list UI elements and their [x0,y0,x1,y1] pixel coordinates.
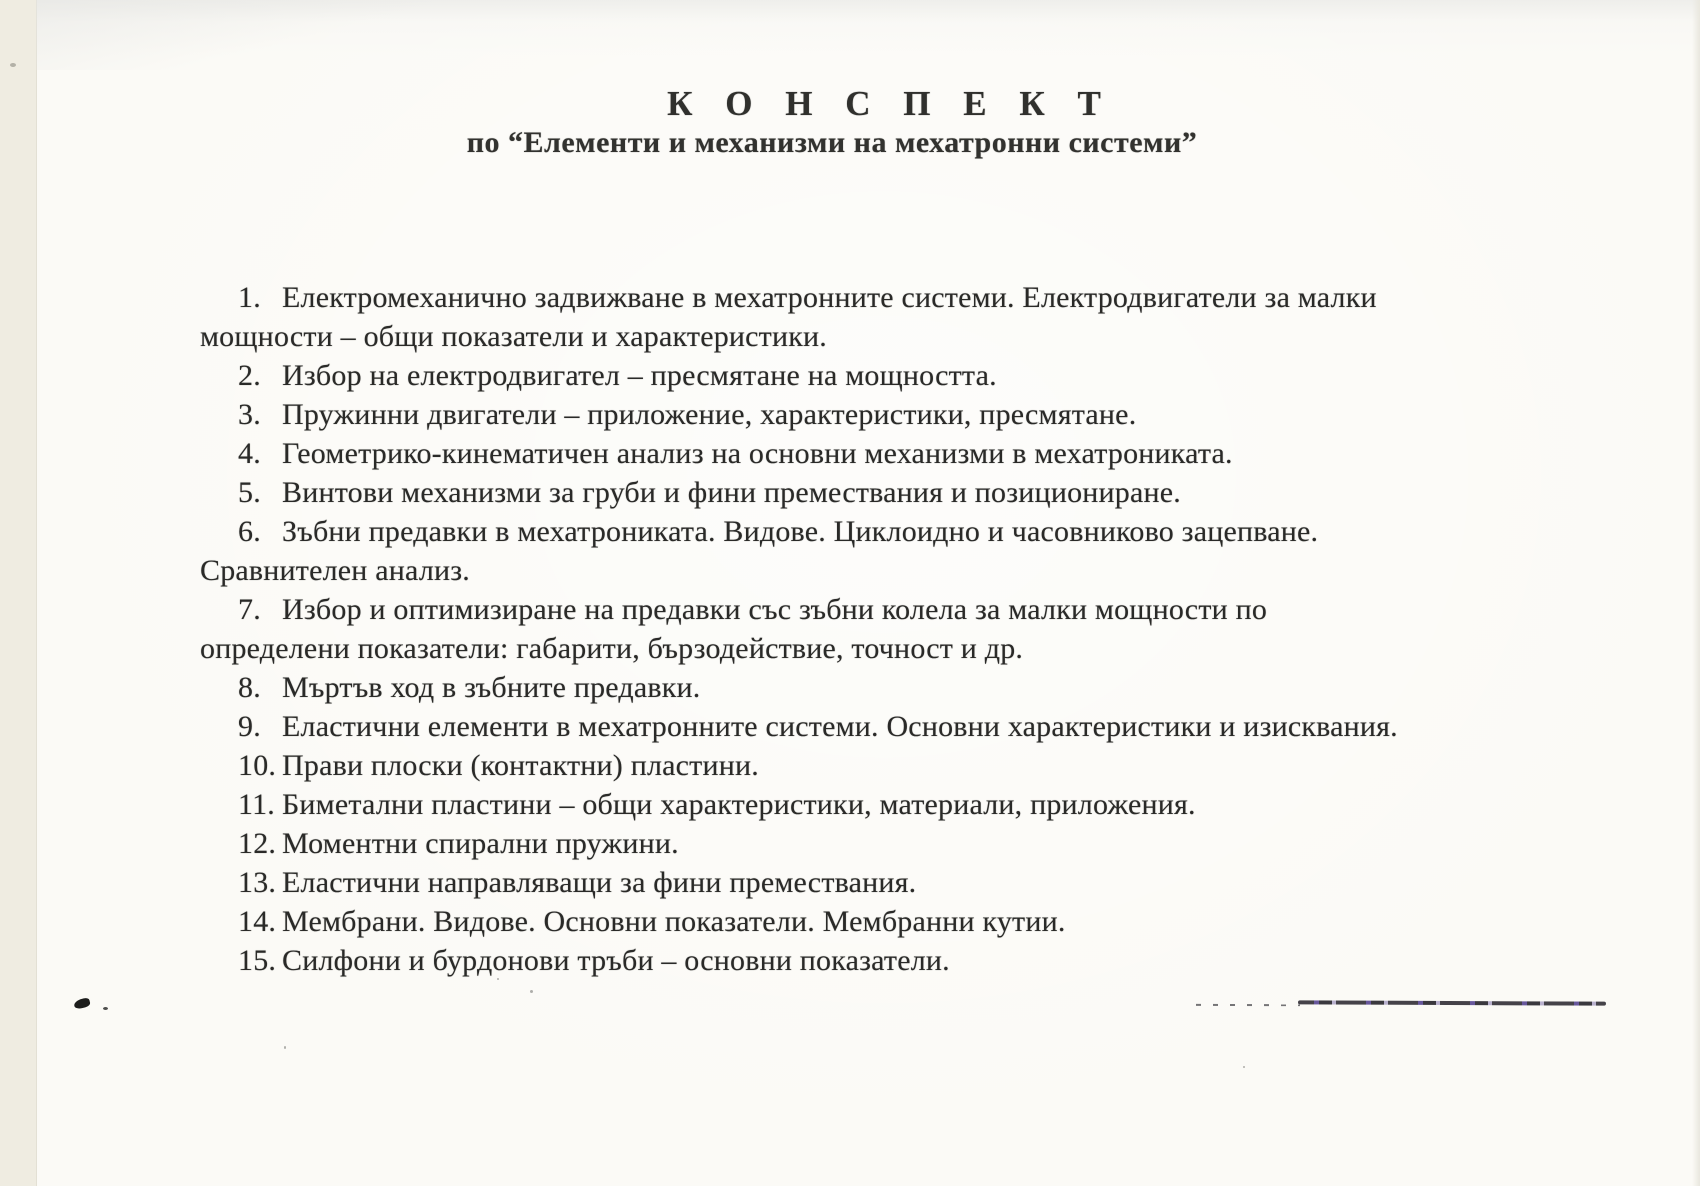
list-item-4 [200,434,1590,473]
list-item-5 [200,473,1590,512]
list-item-15 [200,941,1590,980]
item-number: 13. [238,866,277,899]
item-number: 5. [238,476,261,509]
list-item-2 [200,356,1590,395]
item-text: Моментни спирални пружини. [282,827,679,860]
item-number: 1. [238,281,261,314]
item-text-continuation: определени показатели: габарити, бързодействие, точност и др. [200,632,1024,665]
scan-top-shadow [36,0,456,70]
item-number: 12. [238,827,277,860]
item-number: 6. [238,515,261,548]
item-text: Мембрани. Видове. Основни показатели. Мембранни кутии. [282,905,1066,938]
list-item-14 [200,902,1590,941]
scan-scratch-line-artifact [1298,1000,1606,1005]
item-text: Електромеханично задвижване в мехатронните системи. Електродвигатели за малки [282,281,1377,314]
list-item-13 [200,863,1590,902]
item-text: Мъртъв ход в зъбните предавки. [282,671,701,704]
list-item-11 [200,785,1590,824]
paper-speck [1243,1066,1245,1068]
document-title: К О Н С П Е К Т [667,84,1113,123]
item-text: Еластични направляващи за фини премествания. [282,866,917,899]
list-item-1 [200,278,1590,356]
page-right-edge-shadow [1692,0,1700,1186]
item-text: Прави плоски (контактни) пластини. [282,749,759,782]
list-item-3 [200,395,1590,434]
paper-speck [284,1046,286,1049]
item-number: 9. [238,710,261,743]
list-item-9 [200,707,1590,746]
list-item-8 [200,668,1590,707]
ink-dot-artifact [103,1007,108,1010]
item-number: 15. [238,944,277,977]
item-text-continuation: Сравнителен анализ. [200,554,470,587]
paper-speck [497,978,499,980]
list-item-7 [200,590,1590,668]
item-number: 8. [238,671,261,704]
item-text: Избор и оптимизиране на предавки със зъбни колела за малки мощности по [282,593,1268,626]
list-item-12 [200,824,1590,863]
scan-scratch-dashes-artifact [1196,1004,1300,1006]
item-text: Пружинни двигатели – приложение, характеристики, пресмятане. [282,398,1137,431]
item-text: Винтови механизми за груби и фини премествания и позициониране. [282,476,1181,509]
document-subtitle: по “Елементи и механизми на мехатронни системи” [466,126,1198,159]
item-text: Избор на електродвигател – пресмятане на мощността. [282,359,997,392]
item-number: 10. [238,749,277,782]
item-number: 14. [238,905,277,938]
item-number: 2. [238,359,261,392]
list-item-10 [200,746,1590,785]
paper-speck [530,990,533,993]
page-left-edge-shadow [0,0,37,1186]
item-number: 3. [238,398,261,431]
ink-blot-artifact [73,997,91,1010]
item-text: Биметални пластини – общи характеристики, материали, приложения. [282,788,1196,821]
item-text-continuation: мощности – общи показатели и характеристики. [200,320,827,353]
item-text: Геометрико-кинематичен анализ на основни механизми в мехатрониката. [282,437,1233,470]
topics-list [200,278,1590,980]
item-number: 7. [238,593,261,626]
item-text: Еластични елементи в мехатронните системи. Основни характеристики и изисквания. [282,710,1398,743]
list-item-6 [200,512,1590,590]
item-number: 11. [238,788,275,821]
item-text: Силфони и бурдонови тръби – основни показатели. [282,944,950,977]
item-text: Зъбни предавки в мехатрониката. Видове. Циклоидно и часовниково зацепване. [282,515,1319,548]
item-number: 4. [238,437,261,470]
paper-speck [10,63,16,67]
document-header [0,84,1700,160]
